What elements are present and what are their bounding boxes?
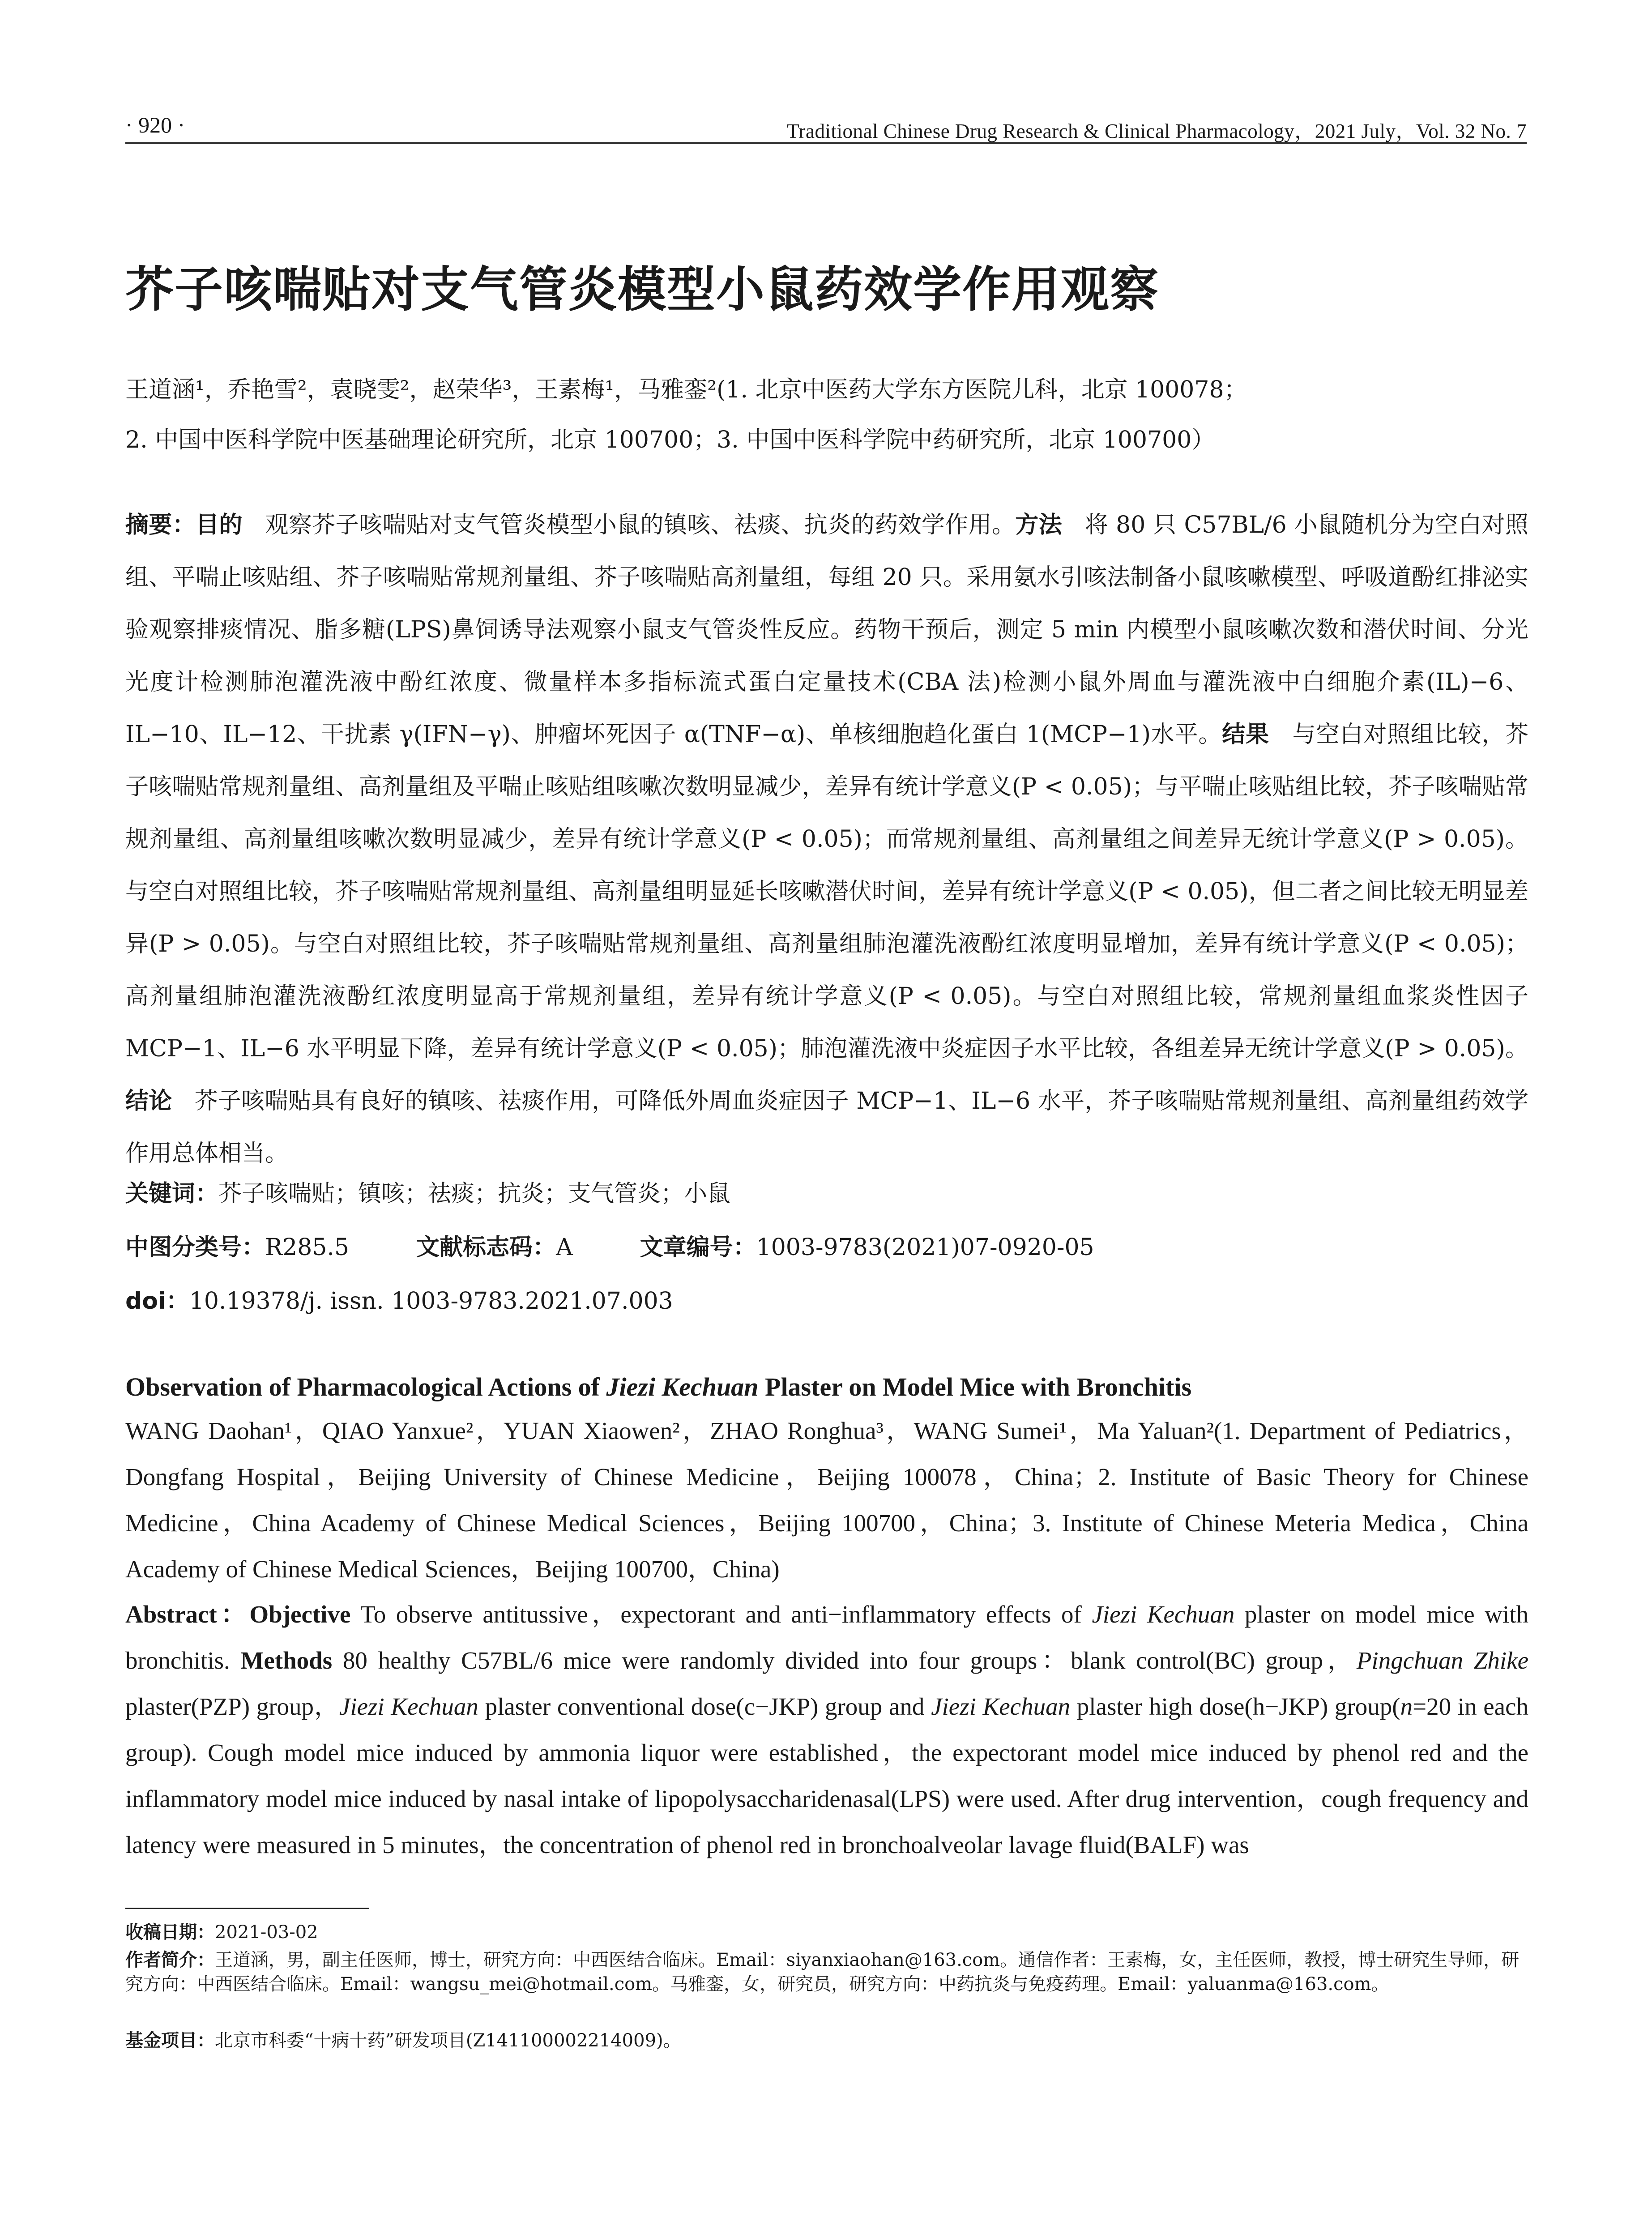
abstract-en (125, 1591, 1528, 1868)
methods-text-en-4: plaster high dose(h−JKP) group( (1070, 1693, 1400, 1720)
affiliation-cn-1: (1. 北京中医药大学东方医院儿科，北京 100078； (717, 376, 1247, 403)
fund-label: 基金项目： (125, 2030, 215, 2051)
authors-cn (125, 365, 1528, 465)
journal-citation: Traditional Chinese Drug Research & Clinical Pharmacology，2021 July，Vol. 32 No. 7 (787, 120, 1527, 142)
page-number: · 920 · (125, 112, 185, 137)
jiezi-kechuan-1: Jiezi Kechuan (1092, 1601, 1235, 1628)
author-names-cn: 王道涵¹，乔艳雪²，袁晓雯²，赵荣华³，王素梅¹，马雅銮² (125, 376, 717, 403)
methods-label-cn: 方法 (1015, 512, 1063, 538)
article-number-label: 文章编号： (640, 1234, 756, 1261)
methods-text-en-5: =20 in each group). Cough model mice induced by ammonia liquor were established，the expectorant model mice induced by phenol red and the inflammatory model mice induced by nasal intake of lipopolysaccharidenasal(LPS) were used. After drug intervention，cough frequency and latency were measured in 5 minutes，the concentration of phenol red in bronchoalveolar lavage fluid(BALF) was (125, 1693, 1529, 1858)
methods-text-en-2: plaster(PZP) group， (125, 1693, 339, 1720)
keywords-label-cn: 关键词： (125, 1180, 219, 1207)
objective-text-en-2: plaster on model mice with bronchitis. (125, 1601, 1529, 1674)
article-number-value: 1003-9783(2021)07-0920-05 (756, 1234, 1094, 1261)
running-header (125, 112, 1527, 142)
clc-label: 中图分类号： (125, 1234, 265, 1261)
keywords-cn (125, 1175, 1528, 1213)
jiezi-kechuan-2: Jiezi Kechuan (339, 1693, 478, 1720)
title-en-italic: Jiezi Kechuan (606, 1372, 759, 1401)
authors-en: WANG Daohan¹，QIAO Yanxue²，YUAN Xiaowen²，ZHAO Ronghua³，WANG Sumei¹，Ma Yaluan²(1. Department of Pediatrics，Dongfang Hospital，Beijing University of Chinese Medicine，Beijing 100078，China；2. Institute of Basic Theory for Chinese Medicine，China Academy of Chinese Medical Sciences，Beijing 100700，China；3. Institute of Chinese Meteria Medica，China Academy of Chinese Medical Sciences，Beijing 100700，China) (125, 1417, 1528, 1583)
keywords-value-cn: 芥子咳喘贴；镇咳；祛痰；抗炎；支气管炎；小鼠 (218, 1180, 731, 1207)
objective-label-en: Objective (249, 1601, 351, 1628)
doi-line (125, 1282, 1528, 1320)
doc-code-value: A (556, 1234, 573, 1261)
methods-label-en: Methods (240, 1647, 333, 1674)
footnote-received (125, 1920, 1528, 1944)
received-date: 2021-03-02 (215, 1922, 318, 1943)
results-label-cn: 结果 (1222, 721, 1269, 748)
header-rule (125, 142, 1527, 144)
title-en-part-1: Observation of Pharmacological Actions of (125, 1372, 606, 1401)
methods-text-en-3: plaster conventional dose(c−JKP) group and (478, 1693, 931, 1720)
fund-text: 北京市科委“十病十药”研发项目(Z141100002214009)。 (215, 2030, 681, 2051)
doi-label: doi： (125, 1288, 189, 1315)
objective-label-cn: 目的 (196, 512, 243, 538)
results-text-cn: 与空白对照组比较，芥子咳喘贴常规剂量组、高剂量组及平喘止咳贴组咳嗽次数明显减少，差异有统计学意义(P < 0.05)；与平喘止咳贴组比较，芥子咳喘贴常规剂量组、高剂量组咳嗽次数明显减少，差异有统计学意义(P < 0.05)；而常规剂量组、高剂量组之间差异无统计学意义(P > 0.05)。与空白对照组比较，芥子咳喘贴常规剂量组、高剂量组明显延长咳嗽潜伏时间，差异有统计学意义(P < 0.05)，但二者之间比较无明显差异(P > 0.05)。与空白对照组比较，芥子咳喘贴常规剂量组、高剂量组肺泡灌洗液酚红浓度明显增加，差异有统计学意义(P < 0.05)；高剂量组肺泡灌洗液酚红浓度明显高于常规剂量组，差异有统计学意义(P < 0.05)。与空白对照组比较，常规剂量组血浆炎性因子 MCP−1、IL−6 水平明显下降，差异有统计学意义(P < 0.05)；肺泡灌洗液中炎症因子水平比较，各组差异无统计学意义(P > 0.05)。 (125, 721, 1528, 1062)
abstract-label-en: Abstract： (125, 1601, 250, 1628)
affiliation-cn-2: 2. 中国中医科学院中医基础理论研究所，北京 100700；3. 中国中医科学院中药研究所，北京 100700） (125, 427, 1215, 453)
footnote-funding (125, 2029, 1528, 2053)
abstract-label-cn: 摘要： (125, 512, 196, 538)
jiezi-kechuan-3: Jiezi Kechuan (931, 1693, 1071, 1720)
received-label: 收稿日期： (125, 1922, 215, 1943)
clc-value: R285.5 (265, 1234, 350, 1261)
title-en-part-2: Plaster on Model Mice with Bronchitis (758, 1372, 1192, 1401)
footnote-rule (125, 1908, 369, 1909)
conclusion-label-cn: 结论 (125, 1088, 172, 1115)
article-title-cn: 芥子咳喘贴对支气管炎模型小鼠药效学作用观察 (125, 262, 1160, 318)
objective-text-en-1: To observe antitussive，expectorant and anti−inflammatory effects of (350, 1601, 1092, 1628)
objective-text-cn: 观察芥子咳喘贴对支气管炎模型小鼠的镇咳、祛痰、抗炎的药效学作用。 (265, 512, 1016, 538)
doi-value: 10.19378/j. issn. 1003-9783.2021.07.003 (189, 1288, 673, 1315)
n-variable: n (1400, 1693, 1413, 1720)
footnote-author-bio (125, 1948, 1528, 1996)
methods-text-en-1: 80 healthy C57BL/6 mice were randomly divided into four groups：blank control(BC) group， (332, 1647, 1357, 1674)
bio-label: 作者简介： (125, 1950, 215, 1970)
pingchuan-zhike: Pingchuan Zhike (1356, 1647, 1528, 1674)
article-title-en (125, 1372, 1531, 1402)
abstract-cn (125, 499, 1528, 1180)
methods-text-cn: 将 80 只 C57BL/6 小鼠随机分为空白对照组、平喘止咳贴组、芥子咳喘贴常规剂量组、芥子咳喘贴高剂量组，每组 20 只。采用氨水引咳法制备小鼠咳嗽模型、呼吸道酚红排泌实验观察排痰情况、脂多糖(LPS)鼻饲诱导法观察小鼠支气管炎性反应。药物干预后，测定 5 min 内模型小鼠咳嗽次数和潜伏时间、分光光度计检测肺泡灌洗液中酚红浓度、微量样本多指标流式蛋白定量技术(CBA 法)检测小鼠外周血与灌洗液中白细胞介素(IL)−6、IL−10、IL−12、干扰素 γ(IFN−γ)、肿瘤坏死因子 α(TNF−α)、单核细胞趋化蛋白 1(MCP−1)水平。 (125, 512, 1528, 748)
doc-code-label: 文献标志码： (416, 1234, 556, 1261)
conclusion-text-cn: 芥子咳喘贴具有良好的镇咳、祛痰作用，可降低外周血炎症因子 MCP−1、IL−6 水平，芥子咳喘贴常规剂量组、高剂量组药效学作用总体相当。 (125, 1088, 1528, 1167)
classification-line (125, 1229, 1528, 1266)
bio-text: 王道涵，男，副主任医师，博士，研究方向：中西医结合临床。Email：siyanxiaohan@163.com。通信作者：王素梅，女，主任医师，教授，博士研究生导师，研究方向：中西医结合临床。Email：wangsu_mei@hotmail.com。马雅銮，女，研究员，研究方向：中药抗炎与免疫药理。Email：yaluanma@163.com。 (125, 1950, 1520, 1995)
